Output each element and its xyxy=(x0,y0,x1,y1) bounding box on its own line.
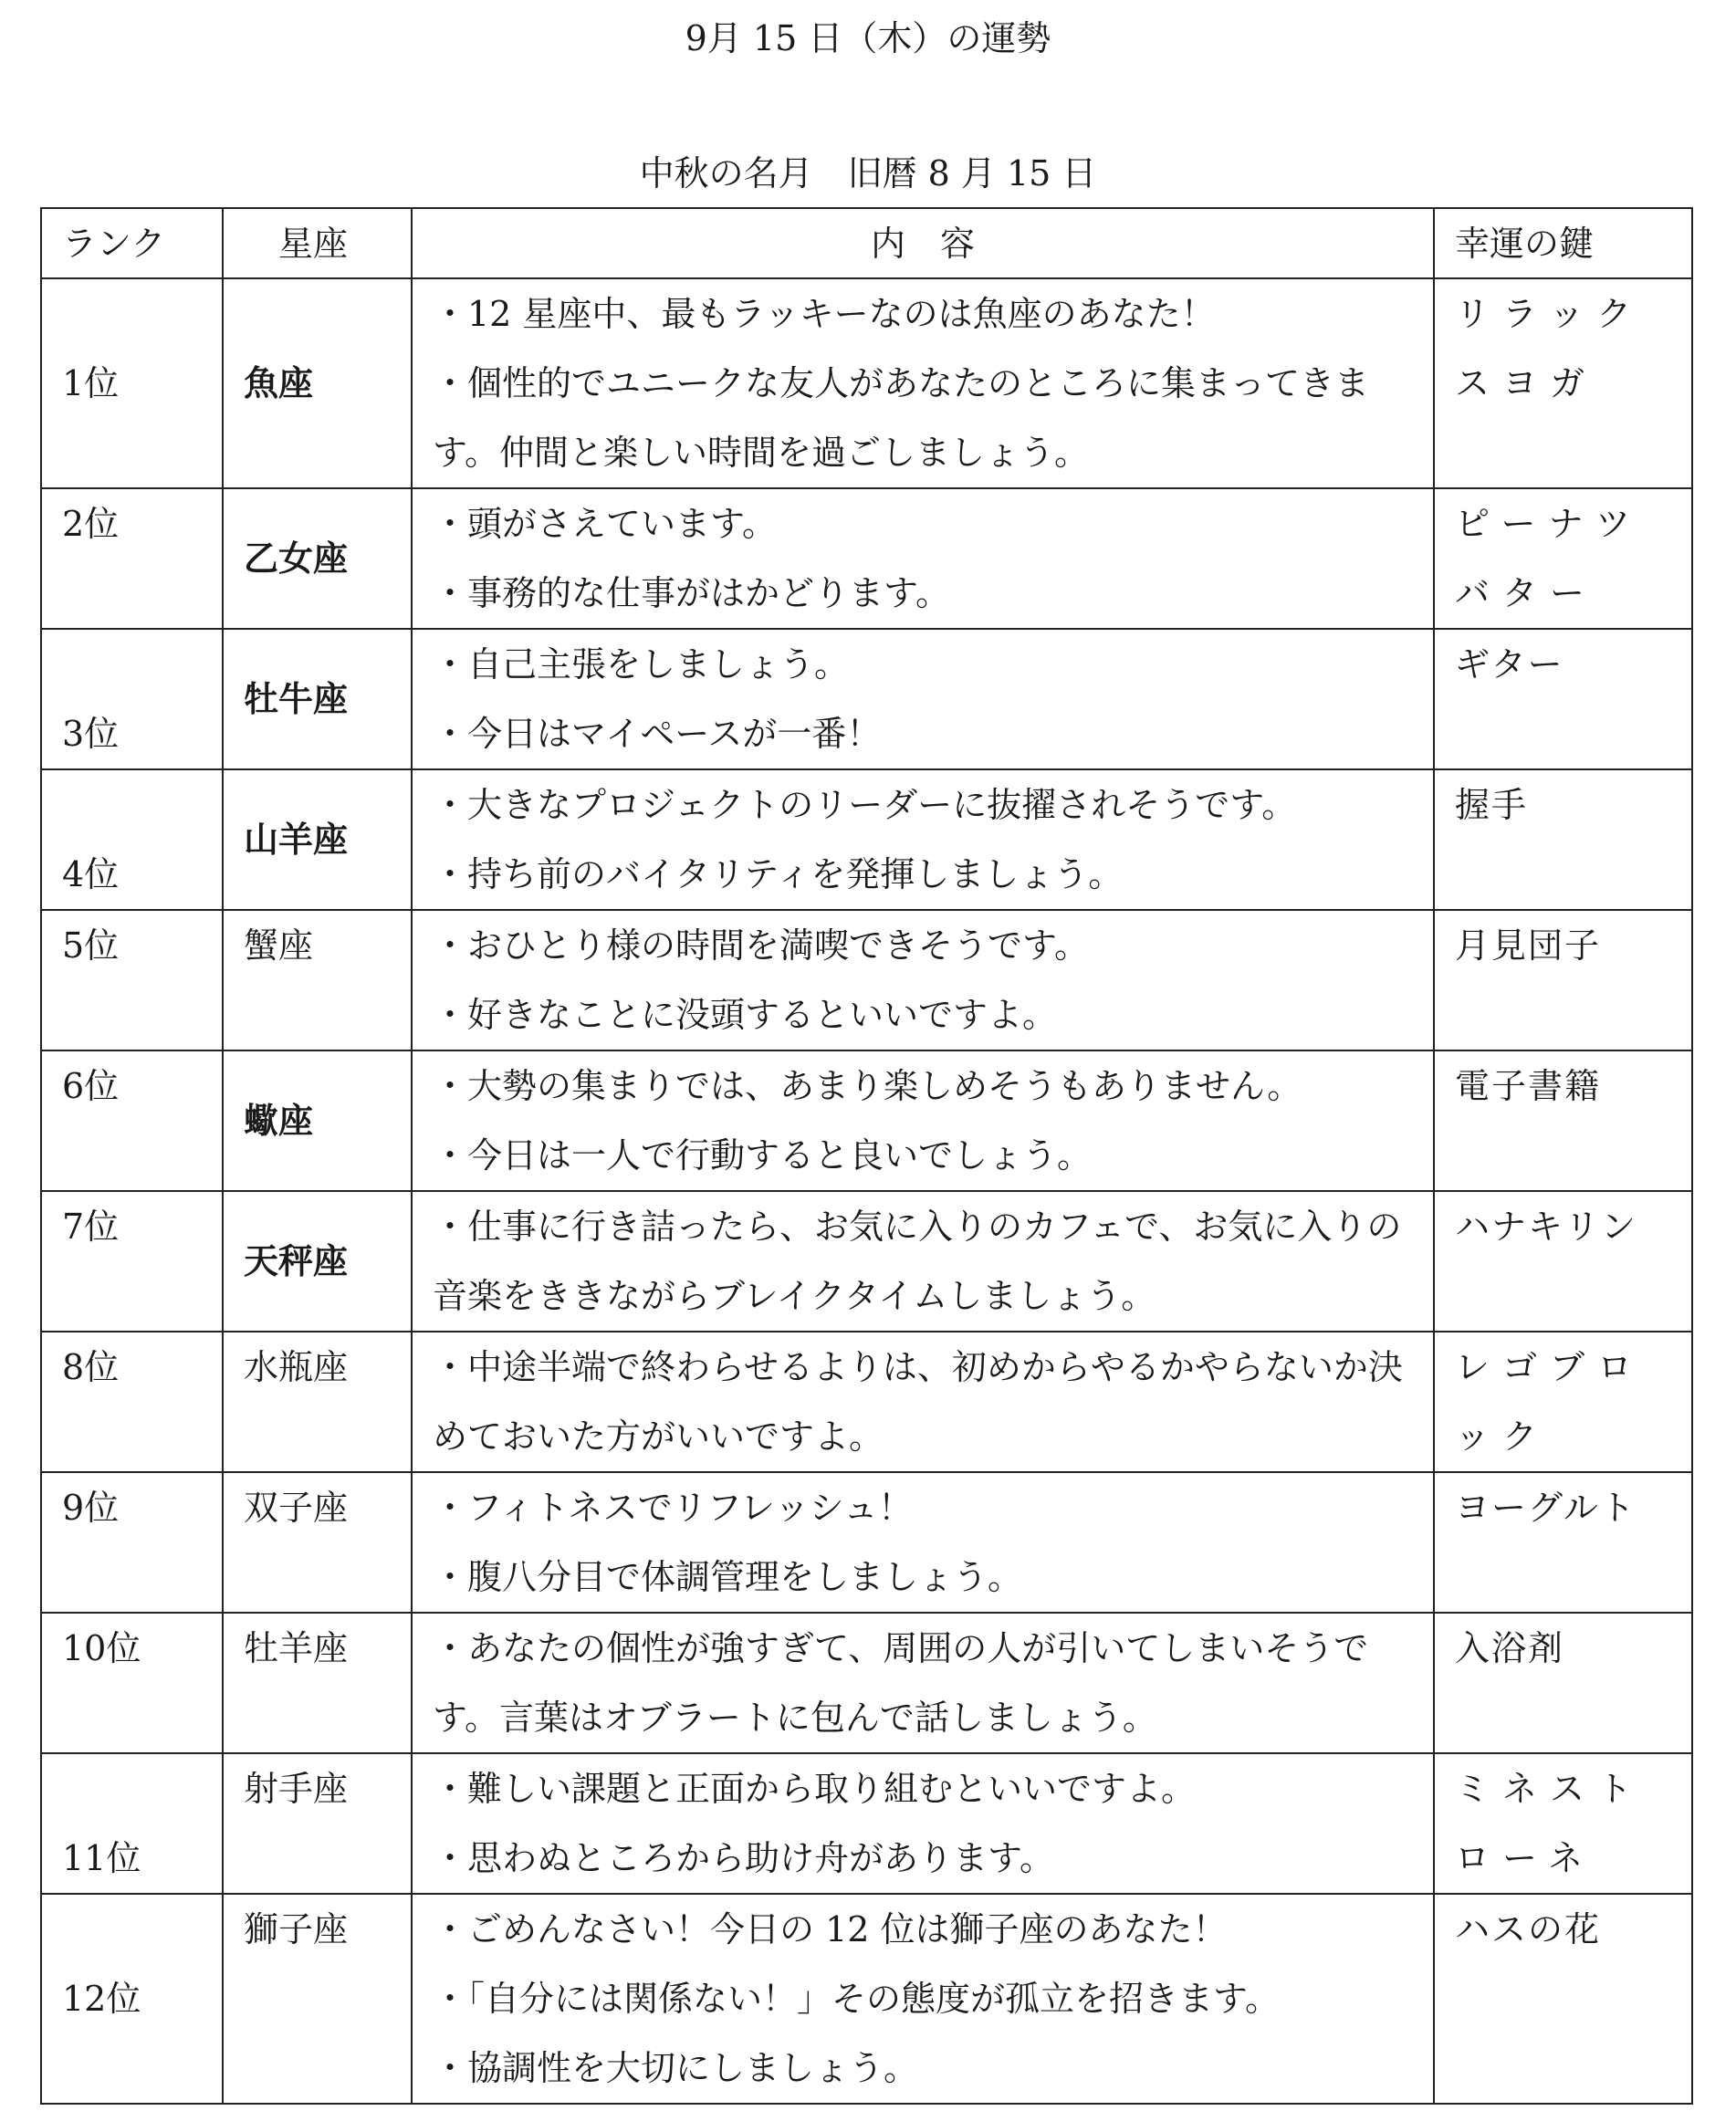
rank-cell: 8位 xyxy=(41,1332,223,1472)
content-line: ・あなたの個性が強すぎて、周囲の人が引いてしまいそうです。言葉はオブラートに包んで話しましょう。 xyxy=(433,1628,1369,1738)
key-cell: リラックスヨガ xyxy=(1434,278,1692,488)
content-line: ・ごめんなさい！今日の 12 位は獅子座のあなた！ xyxy=(433,1909,1228,1949)
content-line: ・自己主張をしましょう。 xyxy=(433,644,850,685)
content-line: ・中途半端で終わらせるよりは、初めからやるかやらないか決めておいた方がいいですよ。 xyxy=(433,1347,1403,1457)
content-line: ・腹八分目で体調管理をしましょう。 xyxy=(433,1557,1023,1597)
table-row xyxy=(41,1613,1692,1753)
sign-cell: 牡羊座 xyxy=(223,1613,412,1753)
table-row xyxy=(41,1191,1692,1332)
sign-cell: 射手座 xyxy=(223,1753,412,1894)
sign-cell: 魚座 xyxy=(223,278,412,488)
sign-cell: 水瓶座 xyxy=(223,1332,412,1472)
sign-cell: 双子座 xyxy=(223,1472,412,1613)
content-line: ・好きなことに没頭するといいですよ。 xyxy=(433,995,1058,1035)
key-cell: ピーナツバター xyxy=(1434,488,1692,629)
content-cell xyxy=(412,629,1434,769)
sign-cell: 獅子座 xyxy=(223,1894,412,2104)
rank-cell: 3位 xyxy=(41,629,223,769)
content-cell xyxy=(412,1753,1434,1894)
rank-cell: 2位 xyxy=(41,488,223,629)
rank-cell: 12位 xyxy=(41,1894,223,2104)
key-cell: 入浴剤 xyxy=(1434,1613,1692,1753)
header-sign: 星座 xyxy=(223,208,412,278)
rank-cell: 11位 xyxy=(41,1753,223,1894)
content-line: ・思わぬところから助け舟があります。 xyxy=(433,1838,1054,1878)
key-cell: レゴブロック xyxy=(1434,1332,1692,1472)
content-line: ・大勢の集まりでは、あまり楽しめそうもありません。 xyxy=(433,1066,1302,1106)
content-line: ・大きなプロジェクトのリーダーに抜擢されそうです。 xyxy=(433,785,1297,825)
content-cell xyxy=(412,488,1434,629)
key-cell: ヨーグルト xyxy=(1434,1472,1692,1613)
content-line: ・おひとり様の時間を満喫できそうです。 xyxy=(433,925,1089,966)
header-rank: ランク xyxy=(41,208,223,278)
table-row xyxy=(41,1332,1692,1472)
content-cell xyxy=(412,1472,1434,1613)
table-row xyxy=(41,769,1692,910)
content-cell xyxy=(412,1050,1434,1191)
table-row xyxy=(41,1050,1692,1191)
sign-cell: 乙女座 xyxy=(223,488,412,629)
sign-cell: 天秤座 xyxy=(223,1191,412,1332)
content-cell xyxy=(412,910,1434,1050)
table-row xyxy=(41,629,1692,769)
key-cell: 月見団子 xyxy=(1434,910,1692,1050)
content-line: ・事務的な仕事がはかどります。 xyxy=(433,573,950,613)
rank-cell: 5位 xyxy=(41,910,223,1050)
sign-cell: 山羊座 xyxy=(223,769,412,910)
key-cell: ハナキリン xyxy=(1434,1191,1692,1332)
content-cell xyxy=(412,1894,1434,2104)
content-line: ・今日は一人で行動すると良いでしょう。 xyxy=(433,1135,1093,1176)
fortune-table xyxy=(40,207,1693,2105)
table-row xyxy=(41,1753,1692,1894)
sign-cell: 牡牛座 xyxy=(223,629,412,769)
table-row xyxy=(41,910,1692,1050)
page-subtitle: 中秋の名月 旧暦 8 月 15 日 xyxy=(639,153,1097,193)
content-line: ・個性的でユニークな友人があなたのところに集まってきます。仲間と楽しい時間を過ごしましょう。 xyxy=(433,363,1370,473)
table-header-row xyxy=(41,208,1692,278)
content-line: ・12 星座中、最もラッキーなのは魚座のあなた！ xyxy=(433,294,1216,334)
content-cell xyxy=(412,769,1434,910)
header-key: 幸運の鍵 xyxy=(1434,208,1692,278)
sign-cell: 蟹座 xyxy=(223,910,412,1050)
table-row xyxy=(41,1894,1692,2104)
content-line: ・今日はマイペースが一番！ xyxy=(433,714,882,754)
content-cell xyxy=(412,1191,1434,1332)
content-cell xyxy=(412,1613,1434,1753)
header-content: 内 容 xyxy=(412,208,1434,278)
rank-cell: 4位 xyxy=(41,769,223,910)
content-line: ・「自分には関係ない！」その態度が孤立を招きます。 xyxy=(433,1979,1280,2019)
content-line: ・仕事に行き詰ったら、お気に入りのカフェで、お気に入りの音楽をききながらブレイクタイムしましょう。 xyxy=(433,1207,1402,1316)
table-row xyxy=(41,1472,1692,1613)
key-cell: ギター xyxy=(1434,629,1692,769)
page-title: 9月 15 日（木）の運勢 xyxy=(685,18,1051,58)
content-line: ・頭がさえています。 xyxy=(433,504,777,544)
rank-cell: 9位 xyxy=(41,1472,223,1613)
table-row xyxy=(41,488,1692,629)
rank-cell: 6位 xyxy=(41,1050,223,1191)
content-line: ・フィトネスでリフレッシュ！ xyxy=(433,1488,913,1528)
rank-cell: 1位 xyxy=(41,278,223,488)
table-row xyxy=(41,278,1692,488)
key-cell: 電子書籍 xyxy=(1434,1050,1692,1191)
rank-cell: 7位 xyxy=(41,1191,223,1332)
rank-cell: 10位 xyxy=(41,1613,223,1753)
key-cell: ハスの花 xyxy=(1434,1894,1692,2104)
sign-cell: 蠍座 xyxy=(223,1050,412,1191)
key-cell: 握手 xyxy=(1434,769,1692,910)
content-cell xyxy=(412,278,1434,488)
content-cell xyxy=(412,1332,1434,1472)
content-line: ・持ち前のバイタリティを発揮しましょう。 xyxy=(433,854,1124,894)
content-line: ・協調性を大切にしましょう。 xyxy=(433,2048,919,2088)
content-line: ・難しい課題と正面から取り組むといいですよ。 xyxy=(433,1769,1197,1809)
key-cell: ミネストローネ xyxy=(1434,1753,1692,1894)
